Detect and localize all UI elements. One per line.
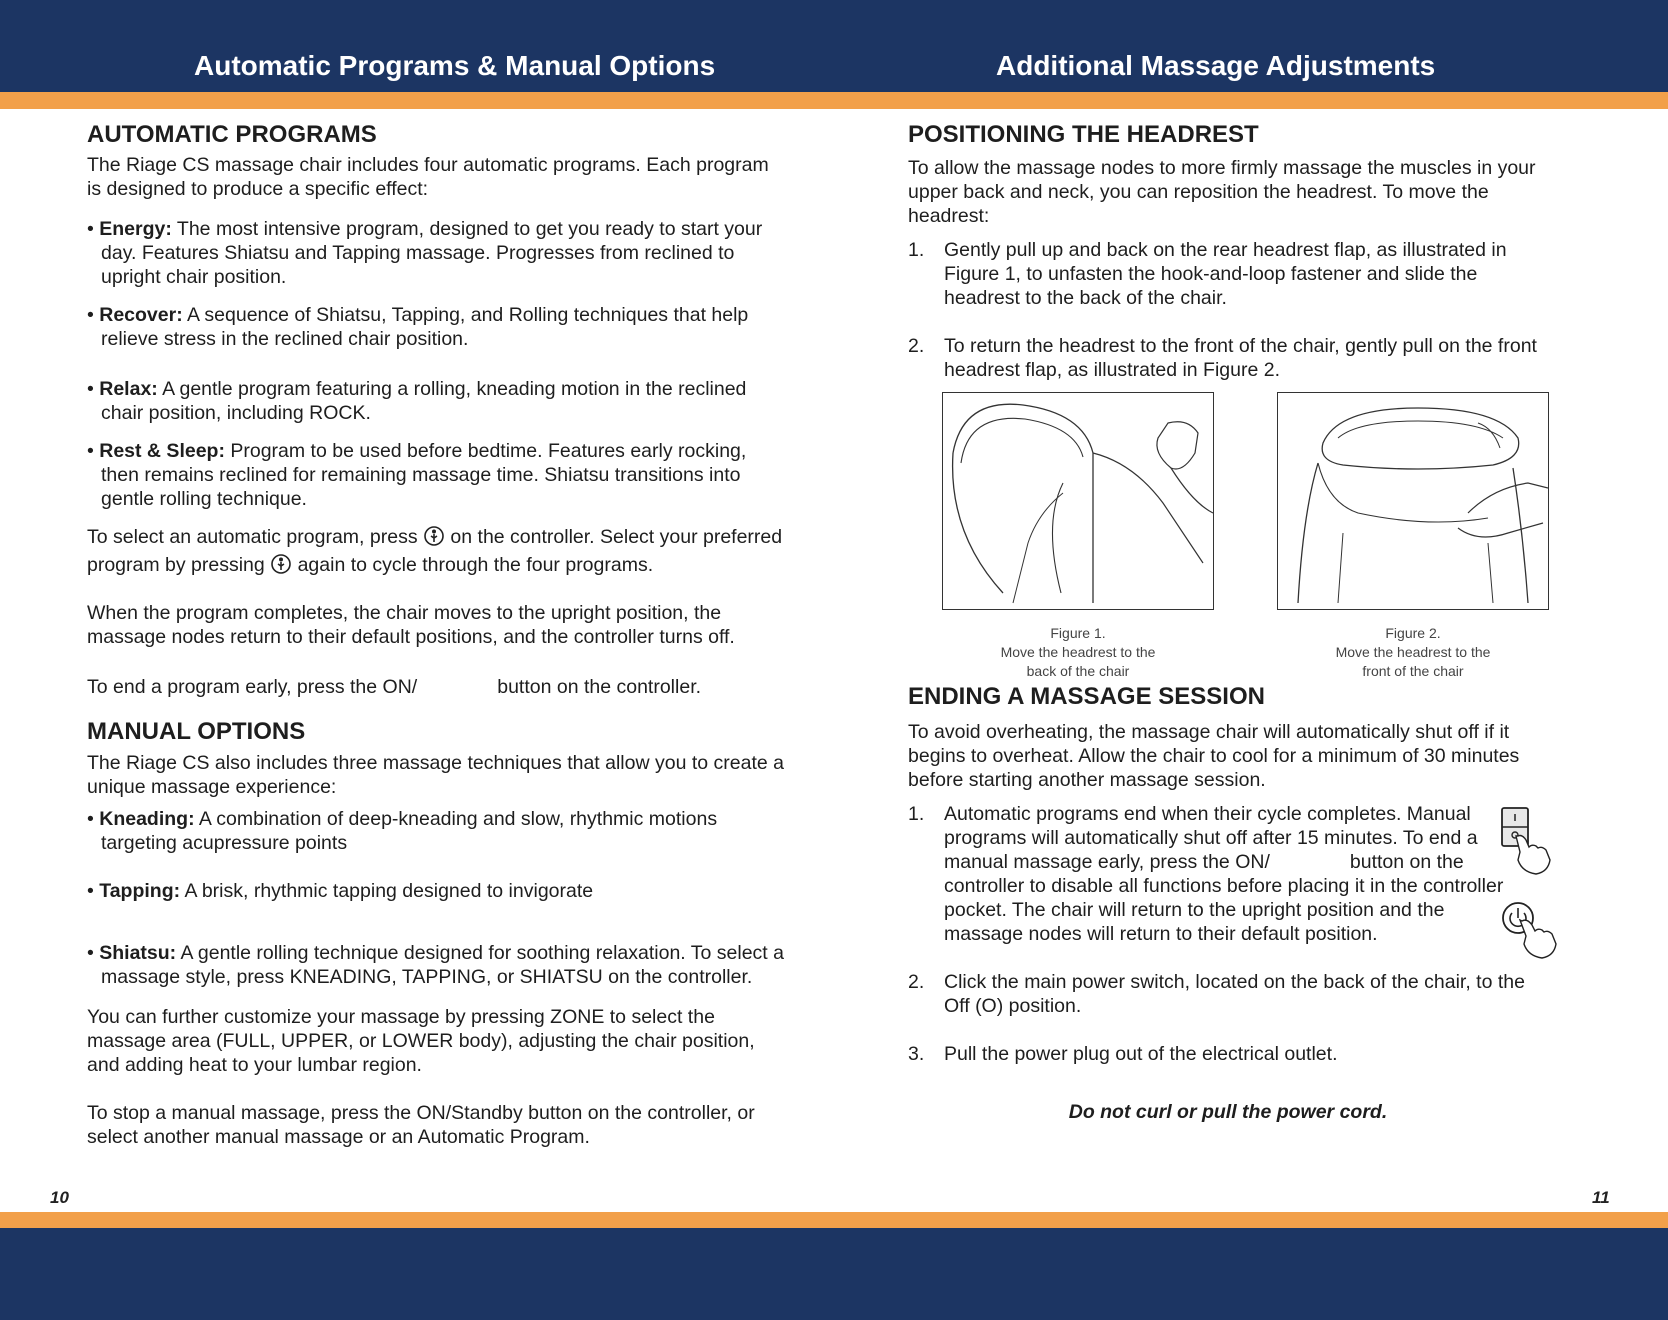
select-program-text: To select an automatic program, press on the controller. Select your preferred program by pressing again to cycle through the four programs. — [87, 525, 787, 581]
bottom-footer-bar — [0, 1228, 1668, 1320]
figure-2-illustration — [1277, 392, 1549, 610]
program-relax: • Relax: A gentle program featuring a rolling, kneading motion in the reclined chair position, including ROCK. — [87, 378, 747, 424]
headrest-step-2: 2. To return the headrest to the front of the chair, gently pull on the front headrest flap, as illustrated in Figure 2. — [908, 335, 1537, 381]
right-page-content — [908, 120, 1548, 1124]
technique-shiatsu: • Shiatsu: A gentle rolling technique designed for soothing relaxation. To select a massage style, press KNEADING, TAPPING, or SHIATSU on the controller. — [87, 942, 784, 988]
end-program-text: To end a program early, press the ON/ button on the controller. — [87, 676, 702, 698]
stop-manual-text: To stop a manual massage, press the ON/Standby button on the controller, or select another manual massage or an Automatic Program. — [87, 1102, 755, 1148]
headrest-heading: POSITIONING THE HEADREST — [908, 121, 1259, 148]
manual-options-intro: The Riage CS also includes three massage techniques that allow you to create a unique massage experience: — [87, 752, 784, 798]
headrest-figures — [908, 392, 1548, 682]
power-cord-warning: Do not curl or pull the power cord. — [1068, 1101, 1388, 1123]
left-page-number: 10 — [50, 1188, 69, 1207]
program-recover: • Recover: A sequence of Shiatsu, Tapping, and Rolling techniques that help relieve stress in the reclined chair position. — [87, 304, 749, 350]
program-energy: • Energy: The most intensive program, designed to get you ready to start your day. Features Shiatsu and Tapping massage. Progresses from reclined to upright chair position. — [87, 218, 763, 288]
figure-2-caption: Figure 2. Move the headrest to the front of the chair — [1335, 625, 1491, 679]
automatic-programs-heading: AUTOMATIC PROGRAMS — [87, 121, 377, 148]
technique-kneading: • Kneading: A combination of deep-kneading and slow, rhythmic motions targeting acupressure points — [87, 808, 718, 854]
customize-text: You can further customize your massage by pressing ZONE to select the massage area (FULL, UPPER, or LOWER body), adjusting the chair position, and adding heat to your lumbar region. — [87, 1006, 755, 1076]
program-completes-text: When the program completes, the chair moves to the upright position, the massage nodes return to their default positions, and the controller turns off. — [87, 602, 735, 648]
left-page-header: Automatic Programs & Manual Options — [194, 50, 716, 81]
right-page-header: Additional Massage Adjustments — [996, 50, 1436, 81]
headrest-intro: To allow the massage nodes to more firmly massage the muscles in your upper back and neck, you can reposition the headrest. To move the headrest: — [908, 157, 1536, 227]
controller-press-icon — [1498, 802, 1558, 888]
program-rest-sleep: • Rest & Sleep: Program to be used before bedtime. Features early rocking, then remains reclined for remaining massage time. Shiatsu transitions into gentle rolling technique. — [87, 440, 747, 510]
ending-session-heading: ENDING A MASSAGE SESSION — [908, 683, 1265, 710]
power-button-press-icon — [1500, 900, 1560, 970]
bottom-orange-stripe — [0, 1212, 1668, 1228]
left-page-content — [87, 120, 787, 1149]
program-button-icon — [423, 525, 445, 553]
automatic-programs-intro: The Riage CS massage chair includes four automatic programs. Each program is designed to produce a specific effect: — [87, 154, 769, 200]
figure-1-illustration — [942, 392, 1214, 610]
right-page-number: 11 — [1592, 1188, 1610, 1207]
ending-step-3: 3. Pull the power plug out of the electrical outlet. — [908, 1043, 1338, 1065]
technique-tapping: • Tapping: A brisk, rhythmic tapping designed to invigorate — [87, 880, 594, 902]
figure-2 — [1277, 392, 1549, 681]
top-orange-stripe — [0, 92, 1668, 109]
ending-step-1: 1. Automatic programs end when their cycle completes. Manual programs will automatically shut off after 15 minutes. To end a manual massage early, press the ON/ button on the controller to disable all functions before placing it in the controller pocket. The chair will return to the upright position and the massage nodes will return to their default position. — [908, 803, 1504, 945]
ending-session-intro: To avoid overheating, the massage chair will automatically shut off if it begins to overheat. Allow the chair to cool for a minimum of 30 minutes before starting another massage session. — [908, 721, 1520, 791]
figure-1-caption: Figure 1. Move the headrest to the back of the chair — [1000, 625, 1156, 679]
figure-1 — [942, 392, 1214, 681]
program-button-icon — [270, 553, 292, 581]
manual-options-heading: MANUAL OPTIONS — [87, 718, 306, 745]
ending-step-2: 2. Click the main power switch, located on the back of the chair, to the Off (O) position. — [908, 971, 1525, 1017]
headrest-step-1: 1. Gently pull up and back on the rear headrest flap, as illustrated in Figure 1, to unfasten the hook-and-loop fastener and slide the headrest to the back of the chair. — [908, 239, 1507, 309]
